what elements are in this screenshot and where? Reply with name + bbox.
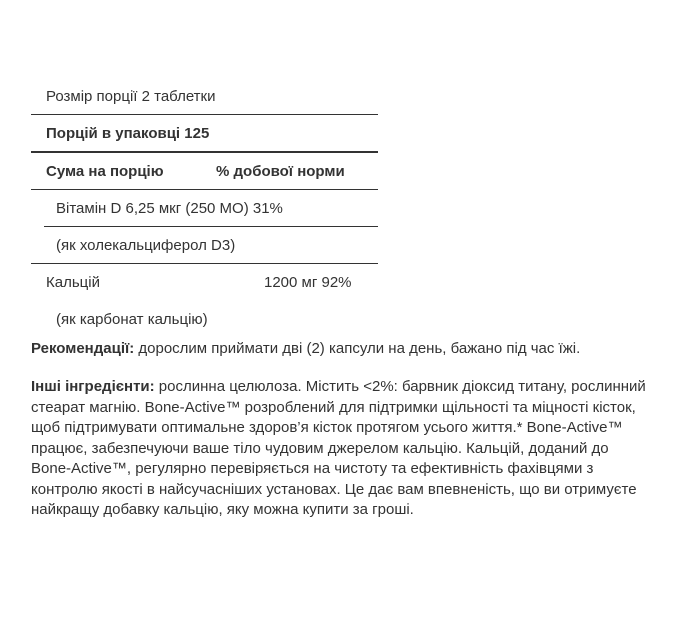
other-ingredients-text: рослинна целюлоза. Містить <2%: барвник діоксид титану, рослинний стеарат магнію. Bone-Active™ розроблений для підтримки щільності та міцності кісток, щоб підтримувати оптимальне здоров’я кісток протягом усього життя.* Bone-Active™ працює, забезпечуючи ваше тіло чудовим джерелом кальцію. Кальцій, доданий до Bone-Active™, регулярно перевіряється на чистоту та ефективність фахівцями з контролю якості в найсучасніших установах. Це дає вам впевненість, що ви отримуєте найкращу добавку кальцію, яку можна купити за гроші. [31,378,646,518]
vitamin-d-row [31,190,378,227]
calcium-form-row [31,301,378,338]
other-ingredients-label: Інші інгредієнти: [31,378,155,395]
daily-value-header: % добової норми [216,163,345,180]
calcium-value: 1200 мг 92% [264,274,352,291]
supplement-facts-table [31,78,378,338]
table-header-row [31,153,378,190]
vitamin-d-form-row [31,227,378,264]
vitamin-d: Вітамін D 6,25 мкг (250 МО) 31% [56,200,283,217]
calcium-name: Кальцій [46,274,100,291]
calcium-row [31,264,378,301]
serving-size-row [31,78,378,115]
amount-per-serving-header: Сума на порцію [46,163,164,180]
recommendations-paragraph [31,339,651,360]
other-ingredients-paragraph [31,377,651,521]
vitamin-d-form: (як холекальциферол D3) [56,237,236,254]
servings-per-container-row [31,115,378,153]
recommendations-label: Рекомендації: [31,340,135,357]
servings-per-container: Порцій в упаковці 125 [46,125,210,142]
recommendations-text: дорослим приймати дві (2) капсули на день, бажано під час їжі. [134,340,581,357]
calcium-form: (як карбонат кальцію) [56,311,208,328]
serving-size: Розмір порції 2 таблетки [46,88,216,105]
